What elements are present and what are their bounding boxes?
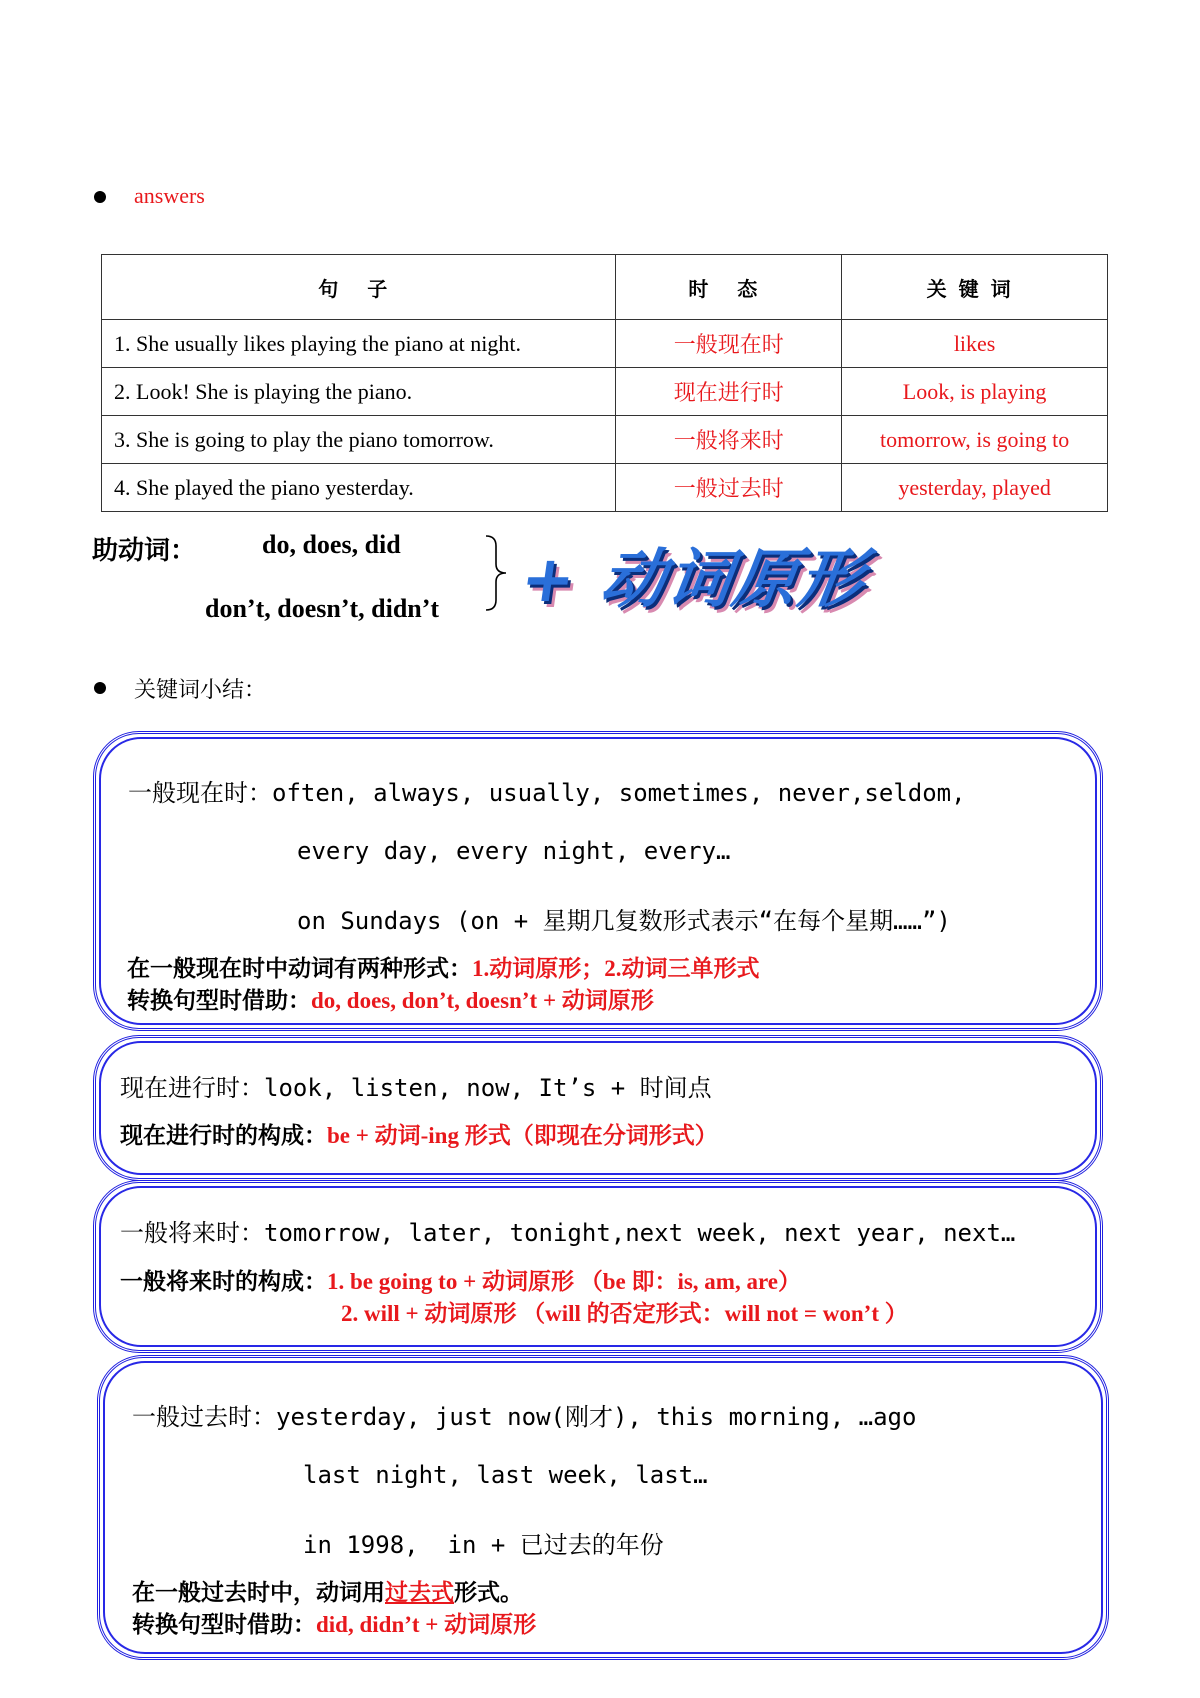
note-text: 形式。 <box>454 1580 523 1605</box>
simple-present-note1 <box>127 950 760 983</box>
simple-past-keywords-line2: last night, last week, last… <box>303 1461 708 1489</box>
tense-cell: 现在进行时 <box>616 368 842 416</box>
note-highlight: do, does, don’t, doesn’t + 动词原形 <box>311 988 654 1013</box>
summary-label: 关键词小结： <box>134 677 267 702</box>
note-text: 现在进行时的构成： <box>120 1123 327 1148</box>
table-row <box>102 320 1108 368</box>
bullet-icon <box>94 682 106 694</box>
brace-icon <box>484 534 508 612</box>
simple-future-note2: 2. will + 动词原形 （will 的否定形式：will not = won’t ） <box>341 1301 908 1326</box>
simple-present-keywords-line1: 一般现在时：often, always, usually, sometimes, never,seldom, <box>128 779 966 807</box>
verb-base-form-art: + 动词原形 <box>515 543 871 617</box>
simple-present-keywords-line2: every day, every night, every… <box>297 837 731 865</box>
note-highlight: 1. be going to + 动词原形 （be 即：is, am, are） <box>327 1269 801 1294</box>
note-highlight: be + 动词-ing 形式（即现在分词形式） <box>327 1123 718 1148</box>
answers-table <box>101 254 1108 512</box>
table-row <box>102 416 1108 464</box>
note-highlight: did, didn’t + 动词原形 <box>316 1612 537 1637</box>
note-highlight: 1.动词原形；2.动词三单形式 <box>472 956 760 981</box>
header-keywords: 关键词 <box>842 255 1108 320</box>
table-row <box>102 368 1108 416</box>
sentence-cell: 3. She is going to play the piano tomorrow. <box>102 416 616 464</box>
simple-past-note2 <box>132 1606 536 1639</box>
tense-cell: 一般过去时 <box>616 464 842 512</box>
keywords-cell: tomorrow, is going to <box>842 416 1108 464</box>
aux-line-2: don’t, doesn’t, didn’t <box>205 594 440 623</box>
simple-present-note2 <box>127 982 654 1015</box>
header-sentence: 句 子 <box>102 255 616 320</box>
table-row <box>102 464 1108 512</box>
present-progressive-note <box>120 1117 718 1150</box>
note-text: 转换句型时借助： <box>127 988 311 1013</box>
simple-past-keywords-line1: 一般过去时：yesterday, just now(刚才), this morning, …ago <box>132 1403 917 1431</box>
table-header-row <box>102 255 1108 320</box>
note-highlight: 过去式 <box>385 1580 454 1605</box>
simple-present-keywords-line3: on Sundays (on + 星期几复数形式表示“在每个星期……”) <box>297 907 951 935</box>
keywords-cell: Look, is playing <box>842 368 1108 416</box>
note-text: 转换句型时借助： <box>132 1612 316 1637</box>
simple-future-note1 <box>120 1263 801 1296</box>
keywords-cell: likes <box>842 320 1108 368</box>
simple-past-keywords-line3: in 1998, in + 已过去的年份 <box>303 1531 664 1559</box>
aux-line-1: do, does, did <box>262 530 401 559</box>
note-text: 一般将来时的构成： <box>120 1269 327 1294</box>
aux-label: 助动词： <box>92 536 197 565</box>
sentence-cell: 4. She played the piano yesterday. <box>102 464 616 512</box>
keywords-cell: yesterday, played <box>842 464 1108 512</box>
present-progressive-keywords: 现在进行时：look, listen, now, It’s + 时间点 <box>120 1074 712 1102</box>
bullet-icon <box>94 191 106 203</box>
present-progressive-box <box>93 1035 1103 1181</box>
sentence-cell: 2. Look! She is playing the piano. <box>102 368 616 416</box>
simple-past-note1 <box>132 1574 523 1607</box>
tense-cell: 一般现在时 <box>616 320 842 368</box>
sentence-cell: 1. She usually likes playing the piano at night. <box>102 320 616 368</box>
simple-future-keywords: 一般将来时：tomorrow, later, tonight,next week, next year, next… <box>120 1219 1016 1247</box>
note-text: 在一般现在时中动词有两种形式： <box>127 956 472 981</box>
header-tense: 时 态 <box>616 255 842 320</box>
answers-label: answers <box>134 183 205 208</box>
note-text: 在一般过去时中，动词用 <box>132 1580 385 1605</box>
tense-cell: 一般将来时 <box>616 416 842 464</box>
